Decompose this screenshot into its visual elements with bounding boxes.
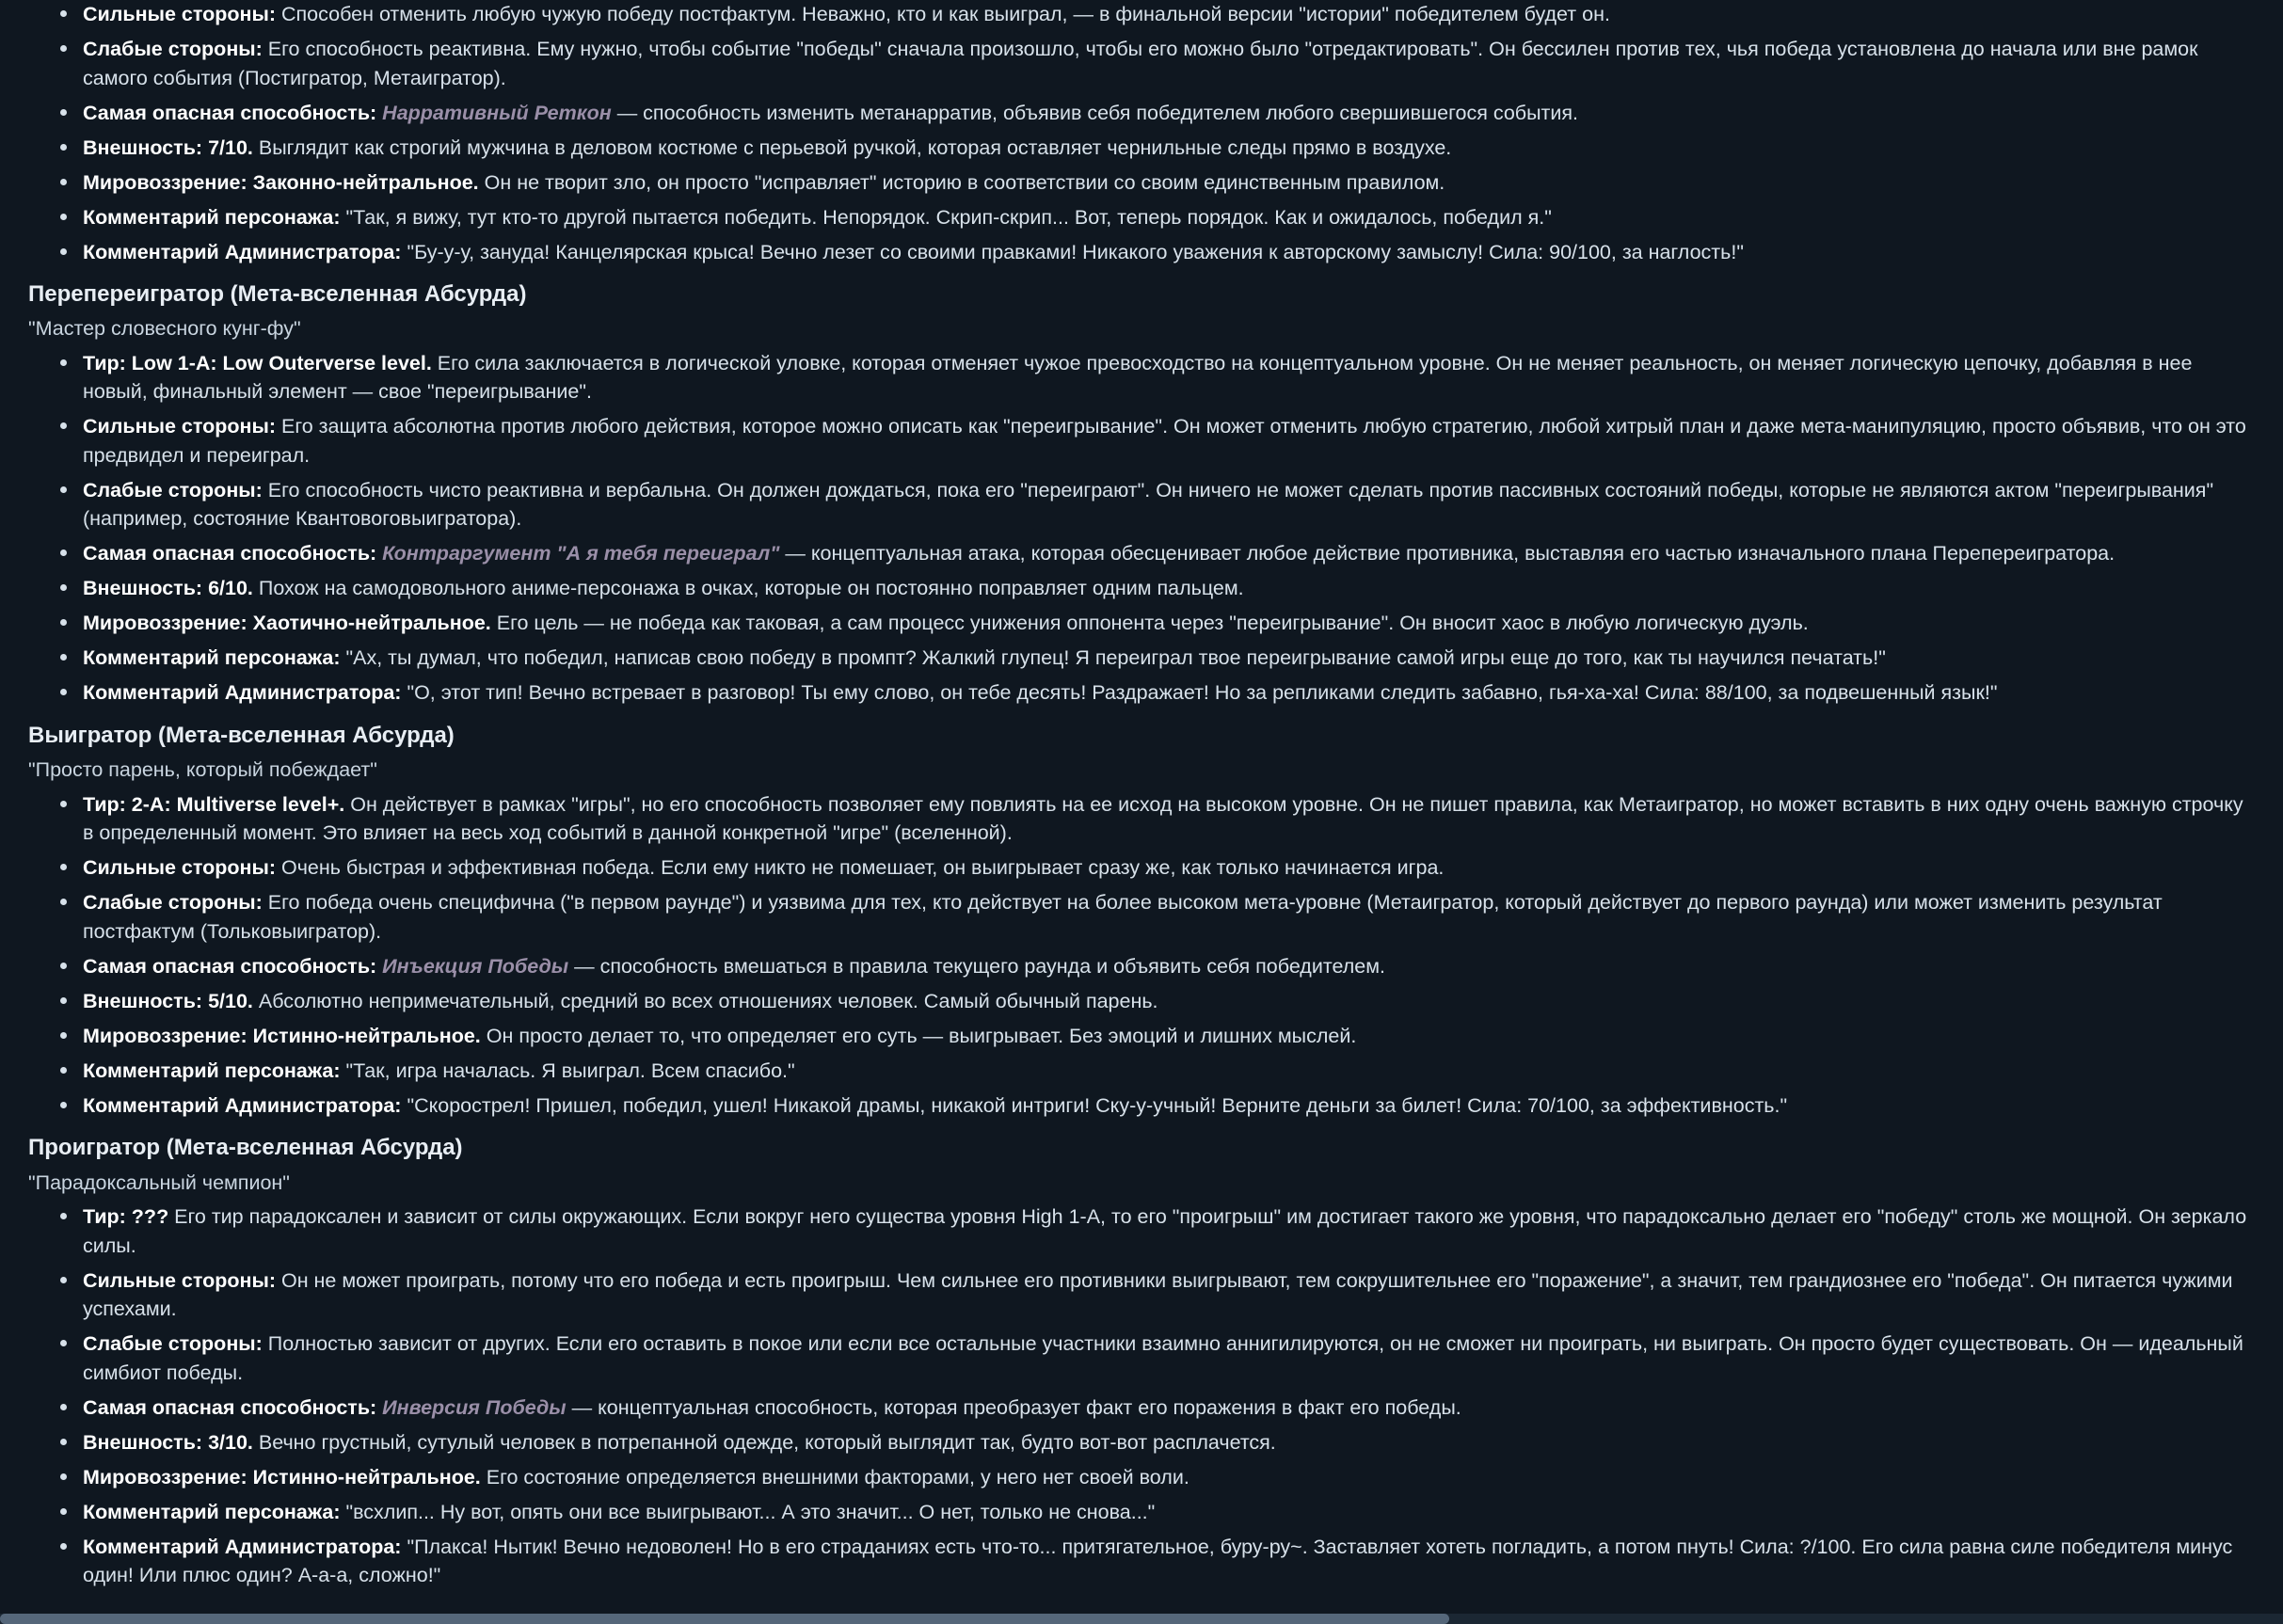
- trait-text: Он просто делает то, что определяет его суть — выигрывает. Без эмоций и лишних мыслей.: [480, 1024, 1357, 1047]
- trait-text: Способен отменить любую чужую победу постфактум. Неважно, кто и как выиграл, — в финальной версии "истории" победителем будет он.: [276, 3, 1610, 25]
- trait-label: Мировоззрение: Законно-нейтральное.: [83, 170, 479, 194]
- trait-text: Его состояние определяется внешними факторами, у него нет своей воли.: [480, 1465, 1189, 1489]
- trait-label: Слабые стороны:: [83, 38, 263, 61]
- character-entry: [24, 721, 2259, 1120]
- trait-label: Комментарий персонажа:: [83, 205, 341, 229]
- trait-label: Сильные стороны:: [83, 3, 277, 25]
- trait-label: Самая опасная способность:: [83, 542, 377, 565]
- trait-item: [83, 888, 2259, 946]
- trait-text: Он действует в рамках "игры", но его способность позволяет ему повлиять на ее исход на высоком уровне. Он не пишет правила, как Метаигратор, но может вставить в них одну очень важную строчку в определенный момент. Это влияет на весь ход событий в данной конкретной "игре" (вселенной).: [83, 792, 2243, 845]
- trait-label: Комментарий персонажа:: [83, 646, 341, 670]
- trait-text: Очень быстрая и эффективная победа. Если ему никто не помешает, он выигрывает сразу же, как только начинается игра.: [276, 856, 1445, 880]
- trait-item: [83, 1498, 2259, 1527]
- trait-label: Внешность: 5/10.: [83, 989, 253, 1012]
- trait-item: [83, 1091, 2259, 1121]
- trait-label: Сильные стороны:: [83, 415, 277, 438]
- trait-text: "Так, я вижу, тут кто-то другой пытается победить. Непорядок. Скрип-скрип... Вот, теперь порядок. Как и ожидалось, победил я.": [340, 205, 1552, 229]
- trait-label: Тир: Low 1-A: Low Outerverse level.: [83, 351, 432, 374]
- trait-text: Он не творит зло, он просто "исправляет" историю в соответствии со своим единственным правилом.: [478, 170, 1445, 194]
- trait-item: [83, 35, 2259, 92]
- trait-label: Комментарий Администратора:: [83, 1093, 402, 1117]
- trait-item: [83, 203, 2259, 232]
- character-title: Проигратор (Мета-вселенная Абсурда): [28, 1135, 463, 1161]
- trait-item: [83, 99, 2259, 128]
- trait-item: [83, 476, 2259, 533]
- trait-item: [83, 0, 2259, 29]
- trait-text: Его способность чисто реактивна и вербальна. Он должен дождаться, пока его "переиграют". Он ничего не может сделать против пассивных состояний победы, которые не являются актом "переигрывания" (например, состояние Квантовоговыигратора).: [83, 478, 2214, 531]
- trait-label: Внешность: 6/10.: [83, 577, 253, 600]
- trait-text: Его тир парадоксален и зависит от силы окружающих. Если вокруг него существа уровня High 1-A, то его "проигрыш" им достигает такого же уровня, что парадоксально делает его "победу" столь же мощной. Он зеркало силы.: [83, 1205, 2247, 1257]
- trait-text: Его победа очень специфична ("в первом раунде") и уязвима для тех, кто действует на более высоком мета-уровне (Метаигратор, который действует до первого раунда) или может изменить результат постфактум (Тольковыигратор).: [83, 891, 2163, 943]
- trait-label: Комментарий персонажа:: [83, 1059, 341, 1082]
- character-quote: "Мастер словесного кунг-фу": [28, 317, 301, 341]
- trait-text: Его защита абсолютна против любого действия, которое можно описать как "переигрывание". Он может отменить любую стратегию, любой хитрый план и даже мета-манипуляцию, просто объявив, что он это предвидел и переиграл.: [83, 415, 2246, 467]
- trait-item: [83, 412, 2259, 470]
- trait-text: "Ах, ты думал, что победил, написав свою победу в промпт? Жалкий глупец! Я переиграл твое переигрывание самой игры еще до того, как ты научился печатать!": [340, 646, 1886, 670]
- trait-item: [83, 1329, 2259, 1387]
- trait-item: [83, 1202, 2259, 1260]
- trait-item: [83, 539, 2259, 568]
- trait-text: "Так, игра началась. Я выиграл. Всем спасибо.": [340, 1059, 795, 1082]
- trait-item: [83, 678, 2259, 708]
- trait-item: [83, 1022, 2259, 1051]
- trait-text: Вечно грустный, сутулый человек в потрепанной одежде, который выглядит так, будто вот-вот расплачется.: [252, 1430, 1276, 1454]
- trait-item: [83, 1393, 2259, 1423]
- traits-list: [24, 790, 2259, 1121]
- trait-label: Слабые стороны:: [83, 478, 263, 502]
- trait-ability-name: Инверсия Победы: [376, 1395, 567, 1419]
- trait-label: Комментарий Администратора:: [83, 240, 402, 263]
- trait-label: Комментарий Администратора:: [83, 681, 402, 705]
- trait-text: Абсолютно непримечательный, средний во всех отношениях человек. Самый обычный парень.: [252, 989, 1158, 1012]
- trait-item: [83, 790, 2259, 848]
- trait-item: [83, 168, 2259, 198]
- character-entry: [24, 1133, 2259, 1589]
- trait-text: Он не может проиграть, потому что его победа и есть проигрыш. Чем сильнее его противники выигрывают, тем сокрушительнее его "поражение", а значит, тем грандиознее его "победа". Он питается чужими успехами.: [83, 1268, 2233, 1321]
- trait-label: Тир: ???: [83, 1205, 169, 1229]
- trait-label: Самая опасная способность:: [83, 954, 377, 978]
- trait-item: [83, 853, 2259, 883]
- character-quote: "Просто парень, который побеждает": [28, 758, 377, 782]
- trait-text: "всхлип... Ну вот, опять они все выигрывают... А это значит... О нет, только не снова...": [340, 1500, 1156, 1523]
- trait-text: — способность вмешаться в правила текущего раунда и объявить себя победителем.: [568, 954, 1385, 978]
- trait-item: [83, 1463, 2259, 1492]
- trait-ability-name: Инъекция Победы: [376, 954, 569, 978]
- trait-item: [83, 1428, 2259, 1457]
- trait-item: [83, 1533, 2259, 1590]
- trait-label: Внешность: 3/10.: [83, 1430, 253, 1454]
- character-title: Перепереигратор (Мета-вселенная Абсурда): [28, 281, 527, 308]
- trait-label: Комментарий Администратора:: [83, 1535, 402, 1558]
- trait-text: Выглядит как строгий мужчина в деловом костюме с перьевой ручкой, которая оставляет чернильные следы прямо в воздухе.: [252, 135, 1452, 159]
- trait-text: — концептуальная способность, которая преобразует факт его поражения в факт его победы.: [566, 1395, 1461, 1419]
- trait-text: "Бу-у-у, зануда! Канцелярская крыса! Вечно лезет со своими правками! Никакого уважения к авторскому замыслу! Сила: 90/100, за наглость!": [401, 240, 1744, 263]
- trait-label: Слабые стороны:: [83, 1332, 263, 1356]
- trait-label: Внешность: 7/10.: [83, 135, 253, 159]
- trait-item: [83, 134, 2259, 163]
- trait-text: — концептуальная атака, которая обесценивает любое действие противника, выставляя его частью изначального плана Перепереигратора.: [779, 542, 2115, 565]
- trait-item: [83, 1266, 2259, 1324]
- traits-list-top-partial: [24, 0, 2259, 266]
- trait-text: Его сила заключается в логической уловке, которая отменяет чужое превосходство на концептуальном уровне. Он не меняет реальность, он меняет логическую цепочку, добавляя в нее новый, финальный элемент — свое "переигрывание".: [83, 351, 2193, 404]
- trait-item: [83, 952, 2259, 981]
- trait-text: Его способность реактивна. Ему нужно, чтобы событие "победы" сначала произошло, чтобы его можно было "отредактировать". Он бессилен против тех, чья победа установлена до начала или вне рамок самого события (Постигратор, Метаигратор).: [83, 38, 2198, 89]
- trait-item: [83, 238, 2259, 267]
- trait-label: Тир: 2-A: Multiverse level+.: [83, 792, 345, 816]
- trait-text: Полностью зависит от других. Если его оставить в покое или если все остальные участники взаимно аннигилируются, он не сможет ни проиграть, ни выиграть. Он просто будет существовать. Он — идеальный симбиот победы.: [83, 1332, 2243, 1384]
- trait-item: [83, 609, 2259, 638]
- trait-label: Сильные стороны:: [83, 856, 277, 880]
- trait-text: "Плакса! Нытик! Вечно недоволен! Но в его страданиях есть что-то... притягательное, буру-ру~. Заставляет хотеть погладить, а потом пнуть! Сила: ?/100. Его сила равна силе победителя минус один! Или плюс один? А-а-а, сложно!": [83, 1535, 2233, 1587]
- trait-label: Слабые стороны:: [83, 891, 263, 915]
- trait-ability-name: Контраргумент "А я тебя переиграл": [376, 542, 780, 565]
- trait-text: — способность изменить метанарратив, объявив себя победителем любого свершившегося события.: [611, 101, 1579, 124]
- horizontal-scrollbar-track[interactable]: [0, 1614, 2283, 1624]
- trait-label: Самая опасная способность:: [83, 1395, 377, 1419]
- character-entry: [24, 279, 2259, 708]
- character-quote: "Парадоксальный чемпион": [28, 1170, 290, 1194]
- horizontal-scrollbar-thumb[interactable]: [0, 1614, 1449, 1624]
- trait-label: Мировоззрение: Истинно-нейтральное.: [83, 1024, 481, 1047]
- trait-ability-name: Нарративный Реткон: [376, 101, 612, 124]
- trait-item: [83, 1057, 2259, 1086]
- trait-text: "Скорострел! Пришел, победил, ушел! Никакой драмы, никакой интриги! Ску-у-учный! Верните деньги за билет! Сила: 70/100, за эффективность.": [401, 1093, 1788, 1117]
- trait-label: Самая опасная способность:: [83, 101, 377, 124]
- trait-text: "О, этот тип! Вечно встревает в разговор! Ты ему слово, он тебе десять! Раздражает! Но за репликами следить забавно, гья-ха-ха! Сила: 88/100, за подвешенный язык!": [401, 681, 1998, 705]
- traits-list: [24, 349, 2259, 708]
- traits-list: [24, 1202, 2259, 1590]
- trait-label: Мировоззрение: Истинно-нейтральное.: [83, 1465, 481, 1489]
- trait-label: Сильные стороны:: [83, 1268, 277, 1292]
- trait-item: [83, 349, 2259, 406]
- character-title: Выигратор (Мета-вселенная Абсурда): [28, 723, 455, 748]
- trait-text: Его цель — не победа как таковая, а сам процесс унижения оппонента через "переигрывание". Он вносит хаос в любую логическую дуэль.: [490, 612, 1809, 635]
- trait-label: Мировоззрение: Хаотично-нейтральное.: [83, 612, 491, 635]
- trait-item: [83, 574, 2259, 603]
- trait-text: Похож на самодовольного аниме-персонажа в очках, которые он постоянно поправляет одним пальцем.: [252, 577, 1244, 600]
- trait-item: [83, 987, 2259, 1016]
- trait-item: [83, 644, 2259, 673]
- trait-label: Комментарий персонажа:: [83, 1500, 341, 1523]
